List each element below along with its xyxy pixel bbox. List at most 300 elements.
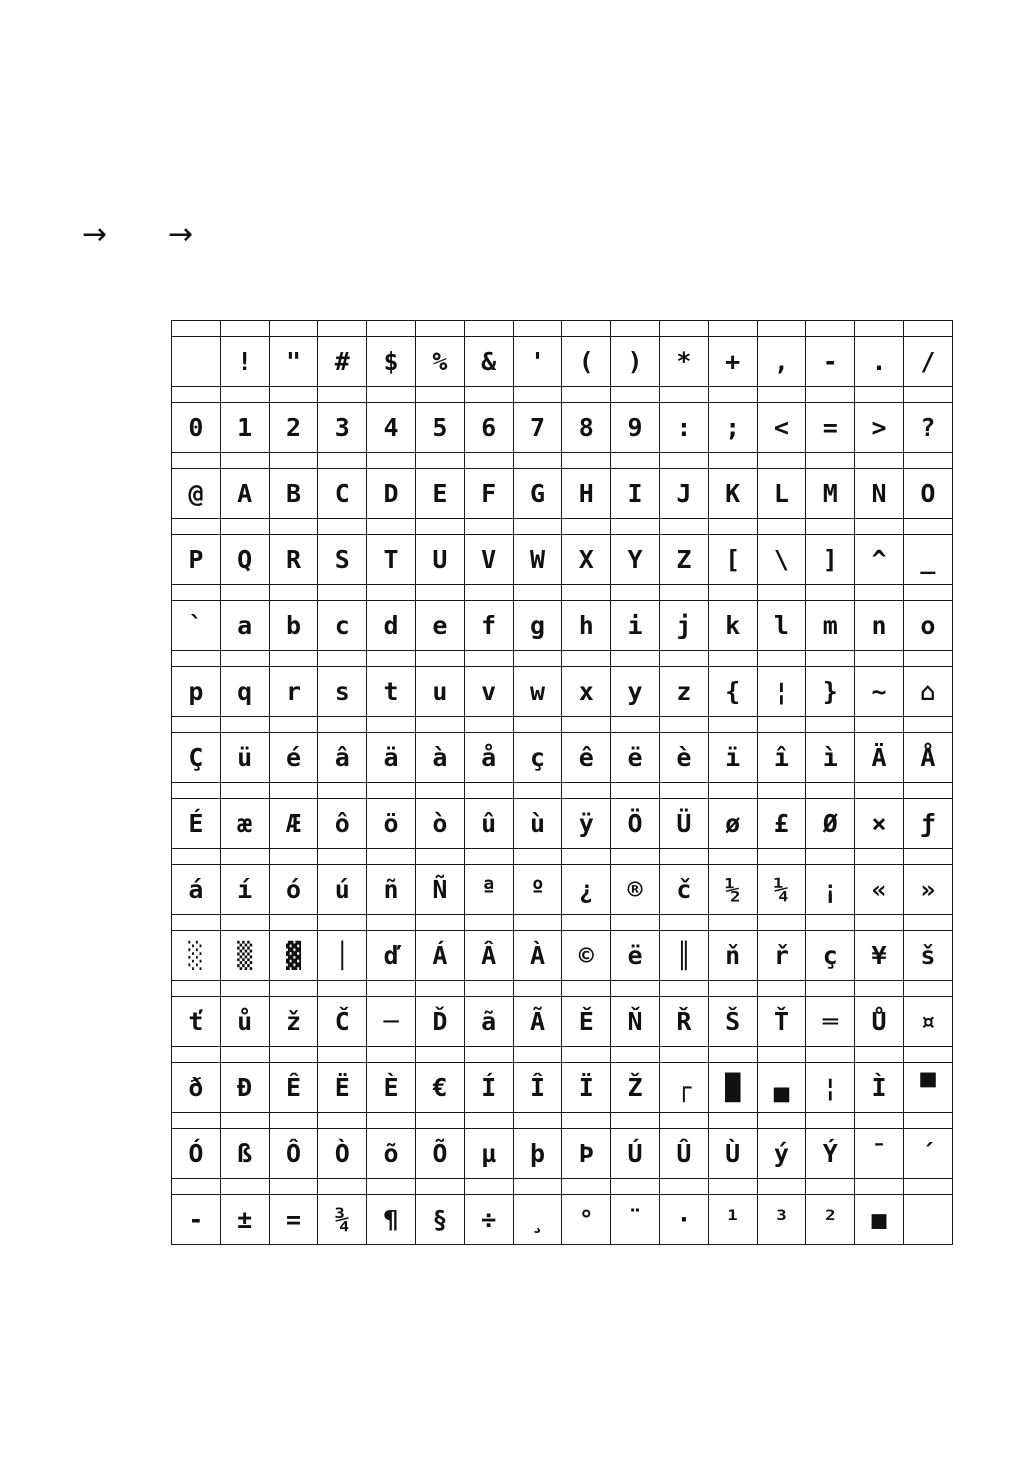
code-cell (659, 387, 708, 403)
glyph-cell: Ø (806, 799, 855, 849)
code-cell (415, 519, 464, 535)
glyph-cell: Þ (562, 1129, 611, 1179)
glyph-cell: ƒ (903, 799, 952, 849)
glyph-cell: g (513, 601, 562, 651)
glyph-cell: X (562, 535, 611, 585)
code-cell (318, 387, 367, 403)
glyph-cell: â (318, 733, 367, 783)
glyph-cell: j (659, 601, 708, 651)
code-cell (220, 387, 269, 403)
glyph-cell: ç (513, 733, 562, 783)
glyph-cell: © (562, 931, 611, 981)
code-cell (562, 321, 611, 337)
code-cell (562, 519, 611, 535)
code-cell (513, 585, 562, 601)
glyph-cell: Î (513, 1063, 562, 1113)
code-cell (855, 1179, 904, 1195)
code-cell (220, 981, 269, 997)
code-cell (415, 387, 464, 403)
code-cell (806, 1047, 855, 1063)
code-cell (708, 1179, 757, 1195)
code-cell (659, 321, 708, 337)
glyph-cell: è (659, 733, 708, 783)
glyph-cell: ř (757, 931, 806, 981)
code-cell (903, 1113, 952, 1129)
glyph-cell: ï (708, 733, 757, 783)
glyph-cell: i (611, 601, 660, 651)
code-cell (464, 585, 513, 601)
glyph-cell: S (318, 535, 367, 585)
code-cell (855, 981, 904, 997)
code-cell (464, 783, 513, 799)
glyph-cell: µ (464, 1129, 513, 1179)
code-cell (708, 1047, 757, 1063)
glyph-cell: Ó (172, 1129, 221, 1179)
glyph-cell: ¨ (611, 1195, 660, 1245)
code-cell (464, 1179, 513, 1195)
glyph-cell: ░ (172, 931, 221, 981)
glyph-cell: ¼ (757, 865, 806, 915)
table-header-strip (172, 849, 953, 865)
table-row (172, 997, 953, 1047)
code-cell (806, 981, 855, 997)
glyph-cell: ═ (806, 997, 855, 1047)
table-header-strip (172, 321, 953, 337)
glyph-cell (172, 337, 221, 387)
glyph-cell: ö (367, 799, 416, 849)
code-cell (318, 453, 367, 469)
code-cell (172, 915, 221, 931)
table-row (172, 337, 953, 387)
table-row (172, 601, 953, 651)
glyph-cell: $ (367, 337, 416, 387)
glyph-cell: > (855, 403, 904, 453)
code-cell (708, 387, 757, 403)
code-cell (757, 783, 806, 799)
glyph-cell: 9 (611, 403, 660, 453)
glyph-cell: Ù (708, 1129, 757, 1179)
glyph-cell: ů (220, 997, 269, 1047)
glyph-cell: n (855, 601, 904, 651)
code-cell (757, 1047, 806, 1063)
glyph-cell: á (172, 865, 221, 915)
code-cell (708, 453, 757, 469)
glyph-cell: @ (172, 469, 221, 519)
glyph-cell: 2 (269, 403, 318, 453)
glyph-cell: y (611, 667, 660, 717)
glyph-cell: ³ (757, 1195, 806, 1245)
code-cell (659, 519, 708, 535)
code-cell (464, 321, 513, 337)
table-row (172, 931, 953, 981)
glyph-cell: q (220, 667, 269, 717)
glyph-cell: 6 (464, 403, 513, 453)
glyph-cell: ď (367, 931, 416, 981)
code-cell (855, 387, 904, 403)
code-cell (269, 453, 318, 469)
code-cell (903, 321, 952, 337)
glyph-cell: { (708, 667, 757, 717)
glyph-cell: . (855, 337, 904, 387)
code-cell (172, 651, 221, 667)
glyph-cell: c (318, 601, 367, 651)
glyph-cell: » (903, 865, 952, 915)
code-cell (172, 585, 221, 601)
code-cell (659, 585, 708, 601)
code-cell (806, 1179, 855, 1195)
glyph-cell: < (757, 403, 806, 453)
glyph-cell: Ö (611, 799, 660, 849)
code-cell (415, 717, 464, 733)
code-cell (757, 321, 806, 337)
table-header-strip (172, 585, 953, 601)
glyph-cell: ─ (367, 997, 416, 1047)
glyph-cell: l (757, 601, 806, 651)
glyph-cell: V (464, 535, 513, 585)
code-cell (562, 585, 611, 601)
glyph-cell: _ (903, 535, 952, 585)
glyph-cell: ¯ (855, 1129, 904, 1179)
glyph-cell: 3 (318, 403, 367, 453)
code-cell (708, 783, 757, 799)
code-cell (611, 651, 660, 667)
table-row (172, 865, 953, 915)
code-cell (513, 321, 562, 337)
table-row (172, 1063, 953, 1113)
glyph-cell: Ì (855, 1063, 904, 1113)
code-cell (367, 585, 416, 601)
table-row (172, 1195, 953, 1245)
glyph-cell: · (659, 1195, 708, 1245)
code-cell (415, 981, 464, 997)
code-cell (757, 585, 806, 601)
glyph-cell: ¶ (367, 1195, 416, 1245)
code-cell (220, 321, 269, 337)
glyph-cell: ⌂ (903, 667, 952, 717)
code-cell (611, 783, 660, 799)
code-cell (513, 783, 562, 799)
glyph-cell: È (367, 1063, 416, 1113)
glyph-cell: C (318, 469, 367, 519)
code-cell (172, 717, 221, 733)
code-cell (172, 849, 221, 865)
glyph-cell: ž (269, 997, 318, 1047)
code-cell (562, 651, 611, 667)
code-cell (269, 717, 318, 733)
glyph-cell: ! (220, 337, 269, 387)
glyph-cell: m (806, 601, 855, 651)
glyph-cell: - (806, 337, 855, 387)
code-cell (806, 387, 855, 403)
glyph-cell: þ (513, 1129, 562, 1179)
code-cell (220, 1113, 269, 1129)
glyph-cell: Ñ (415, 865, 464, 915)
code-cell (903, 651, 952, 667)
glyph-cell: D (367, 469, 416, 519)
table-header-strip (172, 1113, 953, 1129)
code-cell (806, 915, 855, 931)
glyph-cell: ■ (855, 1195, 904, 1245)
glyph-cell: ½ (708, 865, 757, 915)
glyph-cell: ó (269, 865, 318, 915)
code-cell (611, 1047, 660, 1063)
glyph-cell: ¡ (806, 865, 855, 915)
glyph-cell: ^ (855, 535, 904, 585)
code-cell (367, 849, 416, 865)
code-cell (220, 651, 269, 667)
glyph-cell: \ (757, 535, 806, 585)
glyph-cell: } (806, 667, 855, 717)
arrow-icon: → (82, 217, 108, 252)
code-cell (172, 321, 221, 337)
code-cell (757, 717, 806, 733)
code-cell (269, 849, 318, 865)
code-cell (220, 585, 269, 601)
glyph-cell: ä (367, 733, 416, 783)
glyph-cell: ║ (659, 931, 708, 981)
code-cell (269, 585, 318, 601)
code-cell (415, 1047, 464, 1063)
glyph-cell: ú (318, 865, 367, 915)
code-cell (611, 453, 660, 469)
glyph-cell: ' (513, 337, 562, 387)
glyph-cell: N (855, 469, 904, 519)
code-cell (708, 981, 757, 997)
code-cell (367, 321, 416, 337)
character-code-table-body (172, 321, 953, 1245)
code-cell (415, 915, 464, 931)
glyph-cell: M (806, 469, 855, 519)
glyph-cell: Z (659, 535, 708, 585)
code-cell (513, 717, 562, 733)
table-row (172, 469, 953, 519)
code-cell (562, 453, 611, 469)
glyph-cell: ] (806, 535, 855, 585)
glyph-cell: t (367, 667, 416, 717)
code-cell (269, 915, 318, 931)
glyph-cell: + (708, 337, 757, 387)
glyph-cell: ▄ (757, 1063, 806, 1113)
glyph-cell: u (415, 667, 464, 717)
glyph-cell: J (659, 469, 708, 519)
glyph-cell: Ď (415, 997, 464, 1047)
code-cell (708, 519, 757, 535)
code-cell (659, 1179, 708, 1195)
code-cell (513, 981, 562, 997)
glyph-cell: Æ (269, 799, 318, 849)
glyph-cell: 1 (220, 403, 269, 453)
code-cell (708, 717, 757, 733)
glyph-cell: ¤ (903, 997, 952, 1047)
glyph-cell: h (562, 601, 611, 651)
code-cell (318, 321, 367, 337)
code-cell (659, 651, 708, 667)
glyph-cell: ° (562, 1195, 611, 1245)
code-cell (903, 981, 952, 997)
glyph-cell: é (269, 733, 318, 783)
code-cell (220, 783, 269, 799)
code-cell (513, 1179, 562, 1195)
glyph-cell: x (562, 667, 611, 717)
code-cell (659, 981, 708, 997)
glyph-cell: ¦ (806, 1063, 855, 1113)
code-cell (611, 915, 660, 931)
code-cell (269, 519, 318, 535)
glyph-cell: v (464, 667, 513, 717)
glyph-cell: ¸ (513, 1195, 562, 1245)
glyph-cell: ß (220, 1129, 269, 1179)
table-row (172, 1129, 953, 1179)
code-cell (415, 1113, 464, 1129)
code-cell (611, 849, 660, 865)
glyph-cell: ® (611, 865, 660, 915)
glyph-cell: ø (708, 799, 757, 849)
code-cell (220, 519, 269, 535)
glyph-cell: Ê (269, 1063, 318, 1113)
code-cell (415, 453, 464, 469)
code-cell (318, 783, 367, 799)
code-cell (903, 915, 952, 931)
code-cell (269, 1113, 318, 1129)
code-cell (611, 321, 660, 337)
code-cell (757, 981, 806, 997)
code-cell (757, 1113, 806, 1129)
glyph-cell: Ü (659, 799, 708, 849)
glyph-cell: ¿ (562, 865, 611, 915)
code-cell (415, 585, 464, 601)
glyph-cell: č (659, 865, 708, 915)
glyph-cell: & (464, 337, 513, 387)
glyph-cell: W (513, 535, 562, 585)
code-cell (806, 783, 855, 799)
glyph-cell: Ë (318, 1063, 367, 1113)
code-cell (562, 981, 611, 997)
code-cell (611, 387, 660, 403)
glyph-cell: à (415, 733, 464, 783)
code-cell (611, 585, 660, 601)
glyph-cell: Û (659, 1129, 708, 1179)
code-cell (513, 1047, 562, 1063)
code-cell (464, 1047, 513, 1063)
code-cell (220, 915, 269, 931)
glyph-cell: 7 (513, 403, 562, 453)
glyph-cell: p (172, 667, 221, 717)
code-cell (855, 651, 904, 667)
glyph-cell: ▀ (903, 1063, 952, 1113)
glyph-cell: î (757, 733, 806, 783)
glyph-cell: T (367, 535, 416, 585)
code-cell (513, 387, 562, 403)
glyph-cell: Ž (611, 1063, 660, 1113)
glyph-cell: 5 (415, 403, 464, 453)
glyph-cell: ¾ (318, 1195, 367, 1245)
code-cell (318, 651, 367, 667)
glyph-cell: Ř (659, 997, 708, 1047)
glyph-cell: B (269, 469, 318, 519)
glyph-cell: U (415, 535, 464, 585)
table-header-strip (172, 519, 953, 535)
code-cell (855, 915, 904, 931)
code-cell (464, 519, 513, 535)
character-code-table (171, 320, 953, 1245)
code-cell (318, 981, 367, 997)
table-row (172, 667, 953, 717)
code-cell (172, 981, 221, 997)
table-row (172, 403, 953, 453)
code-cell (659, 915, 708, 931)
code-cell (757, 519, 806, 535)
glyph-cell: Q (220, 535, 269, 585)
glyph-cell: Ý (806, 1129, 855, 1179)
glyph-cell: ť (172, 997, 221, 1047)
glyph-cell: * (659, 337, 708, 387)
glyph-cell: æ (220, 799, 269, 849)
table-row (172, 535, 953, 585)
code-cell (464, 915, 513, 931)
code-cell (855, 321, 904, 337)
code-cell (367, 387, 416, 403)
glyph-cell: Õ (415, 1129, 464, 1179)
code-cell (367, 1179, 416, 1195)
glyph-cell: ( (562, 337, 611, 387)
glyph-cell: Ç (172, 733, 221, 783)
code-cell (464, 453, 513, 469)
code-cell (367, 783, 416, 799)
arrow-icon: → (168, 217, 194, 252)
glyph-cell: L (757, 469, 806, 519)
glyph-cell: R (269, 535, 318, 585)
glyph-cell (903, 1195, 952, 1245)
glyph-cell: G (513, 469, 562, 519)
code-cell (562, 1047, 611, 1063)
code-cell (172, 1113, 221, 1129)
code-cell (708, 321, 757, 337)
code-cell (513, 519, 562, 535)
code-cell (318, 519, 367, 535)
code-cell (757, 1179, 806, 1195)
table-header-strip (172, 1047, 953, 1063)
code-cell (659, 717, 708, 733)
code-cell (708, 585, 757, 601)
glyph-cell: Å (903, 733, 952, 783)
code-cell (220, 849, 269, 865)
glyph-cell: Ť (757, 997, 806, 1047)
table-header-strip (172, 783, 953, 799)
glyph-cell: š (903, 931, 952, 981)
code-cell (855, 849, 904, 865)
table-header-strip (172, 981, 953, 997)
code-cell (464, 849, 513, 865)
glyph-cell: 4 (367, 403, 416, 453)
glyph-cell: ` (172, 601, 221, 651)
glyph-cell: Č (318, 997, 367, 1047)
glyph-cell: É (172, 799, 221, 849)
glyph-cell: Ï (562, 1063, 611, 1113)
table-header-strip (172, 1179, 953, 1195)
glyph-cell: å (464, 733, 513, 783)
code-cell (611, 1113, 660, 1129)
code-cell (172, 1179, 221, 1195)
glyph-cell: ň (708, 931, 757, 981)
code-cell (269, 321, 318, 337)
code-cell (806, 321, 855, 337)
code-cell (269, 783, 318, 799)
glyph-cell: € (415, 1063, 464, 1113)
code-cell (367, 1113, 416, 1129)
code-cell (367, 453, 416, 469)
code-cell (611, 1179, 660, 1195)
code-cell (708, 849, 757, 865)
